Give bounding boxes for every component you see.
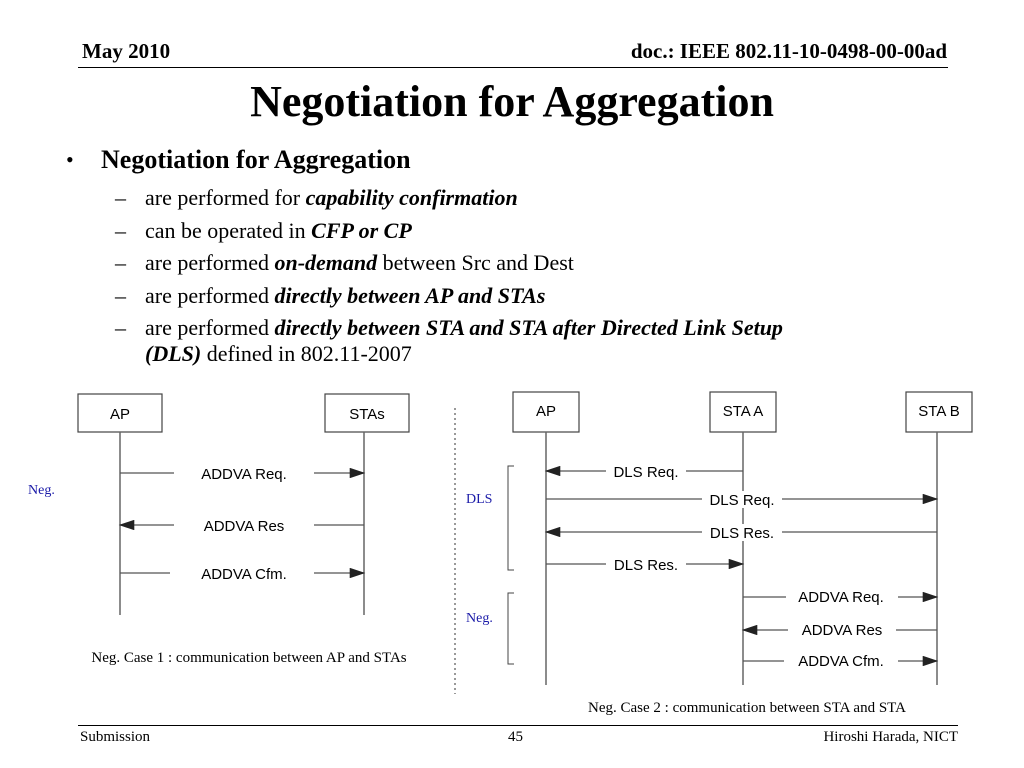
- sub-bullet: [115, 218, 412, 244]
- entity-label-sta-a: STA A: [722, 403, 764, 420]
- sub-bullet-text: are performed: [145, 250, 275, 275]
- footer-submission: Submission: [80, 729, 151, 745]
- sub-bullet-emphasis: directly between STA and STA after Directed Link Setup: [274, 315, 783, 340]
- message-label: ADDVA Res: [801, 622, 883, 639]
- sub-bullet-emphasis: CFP or CP: [311, 218, 412, 243]
- sub-bullet-after: between Src and Dest: [377, 250, 574, 275]
- dash-marker: –: [115, 185, 126, 210]
- dls-label: DLS: [466, 492, 493, 507]
- message-label: ADDVA Cfm.: [798, 653, 884, 670]
- caption-case1: Neg. Case 1 : communication between AP and STAs: [91, 650, 407, 666]
- dash-marker: –: [115, 315, 126, 340]
- message-label: DLS Req.: [709, 492, 775, 509]
- entity-label-ap: AP: [535, 403, 557, 420]
- sub-bullet: [115, 283, 545, 309]
- message-label: ADDVA Req.: [201, 466, 287, 483]
- message-label: DLS Res.: [709, 525, 775, 542]
- footer-page-number: 45: [508, 729, 523, 745]
- dash-marker: –: [115, 283, 126, 308]
- sequence-diagram-case1: [0, 380, 460, 710]
- sub-bullet-emphasis: directly between AP and STAs: [274, 283, 546, 308]
- dash-marker: –: [115, 250, 126, 275]
- message-label: ADDVA Res: [203, 518, 285, 535]
- footer-divider: [78, 725, 958, 726]
- bullet-main-text: Negotiation for Aggregation: [101, 145, 411, 174]
- slide-title: Negotiation for Aggregation: [250, 77, 774, 126]
- sub-bullet-text: are performed: [145, 315, 275, 340]
- header-divider: [78, 67, 948, 68]
- sequence-diagram-case2: [460, 380, 1000, 720]
- message-label: ADDVA Req.: [798, 589, 884, 606]
- entity-label-stas: STAs: [349, 406, 385, 423]
- sub-bullet-text: can be operated in: [145, 218, 312, 243]
- message-label: ADDVA Cfm.: [201, 566, 287, 583]
- message-label: DLS Res.: [613, 557, 679, 574]
- header-doc-id: doc.: IEEE 802.11-10-0498-00-00ad: [630, 39, 947, 63]
- sub-bullet-text: are performed: [145, 283, 275, 308]
- sub-bullet: [115, 315, 783, 341]
- sub-bullet-text: are performed for: [145, 185, 306, 210]
- sub-bullet-emphasis: on-demand: [274, 250, 378, 275]
- continuation-emphasis: (DLS): [145, 341, 202, 366]
- neg-label: Neg.: [466, 611, 493, 626]
- message-label: DLS Req.: [613, 464, 679, 481]
- caption-case2: Neg. Case 2 : communication between STA and STA: [588, 700, 906, 716]
- header-date: May 2010: [82, 39, 171, 63]
- sub-bullet: [115, 185, 518, 211]
- entity-label-ap: AP: [109, 406, 131, 423]
- neg-bracket: [508, 593, 514, 664]
- sub-bullet-emphasis: capability confirmation: [305, 185, 518, 210]
- continuation-text: defined in 802.11-2007: [201, 341, 412, 366]
- neg-side-label: Neg.: [28, 483, 55, 498]
- sub-bullet: [115, 250, 574, 276]
- footer-author: Hiroshi Harada, NICT: [823, 729, 958, 745]
- dash-marker: –: [115, 218, 126, 243]
- sub-bullet-continuation: [145, 341, 412, 367]
- bullet-marker: •: [66, 147, 74, 172]
- dls-bracket: [508, 466, 514, 570]
- entity-label-sta-b: STA B: [918, 403, 960, 420]
